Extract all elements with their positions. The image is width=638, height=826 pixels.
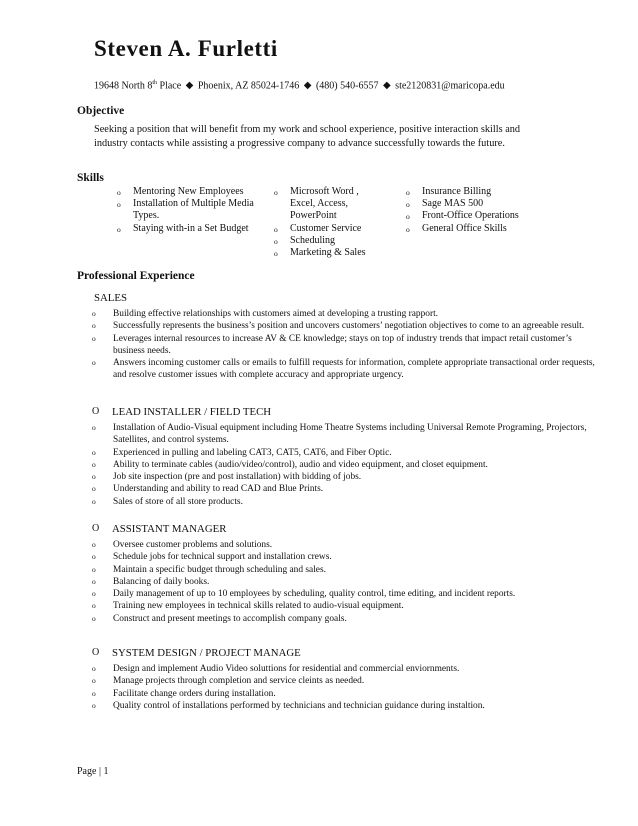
responsibility-item (92, 613, 602, 625)
responsibility-item (92, 688, 602, 700)
bullet-icon: o (274, 224, 278, 234)
phone-number: (480) 540-6557 (315, 80, 379, 92)
page-number: Page | 1 (77, 766, 109, 777)
item-text: Construct and present meetings to accomplish company goals. (113, 613, 347, 624)
diamond-separator-icon: ◆ (382, 80, 391, 92)
item-text: Installation of Audio-Visual equipment including Home Theatre Systems including Universal Remote Programing, Projectors, Satellites, and control systems. (113, 423, 587, 446)
bullet-icon: o (92, 688, 96, 698)
skill-item (274, 186, 386, 223)
job-title-row (92, 405, 602, 419)
item-text: Oversee customer problems and solutions. (113, 540, 273, 550)
job-responsibilities (92, 308, 602, 382)
email-address: ste2120831@maricopa.edu (395, 80, 505, 92)
experience-heading: Professional Experience (77, 270, 195, 282)
item-text: Answers incoming customer calls or emails to fulfill requests for information, complete appropriate transactional order requests, and resolve customer issues with complete accuracy and appropriate urgency. (113, 358, 595, 381)
bullet-icon: o (92, 358, 96, 368)
bullet-icon: o (92, 540, 96, 549)
item-text: Experienced in pulling and labeling CAT3, CAT5, CAT6, and Fiber Optic. (113, 447, 392, 458)
item-text: Microsoft Word , Excel, Access, PowerPoint (290, 186, 359, 222)
responsibility-item (92, 308, 602, 320)
bullet-icon: o (92, 613, 96, 623)
applicant-name: Steven A. Furletti (94, 36, 278, 61)
skill-item (406, 210, 546, 222)
job-title: LEAD INSTALLER / FIELD TECH (112, 406, 272, 418)
bullet-icon: o (92, 447, 96, 457)
item-text: Building effective relationships with customers aimed at developing a trusting rapport. (113, 309, 439, 319)
item-text: Daily management of up to 10 employees by scheduling, quality control, time editing, and incident reports. (113, 589, 516, 600)
item-text: Staying with-in a Set Budget (133, 222, 249, 234)
job-responsibilities (92, 422, 602, 508)
skill-item (117, 198, 257, 222)
item-text: Sales of store of all store products. (113, 496, 243, 507)
bullet-icon: o (92, 552, 96, 562)
item-text: Quality control of installations performed by technicians and technician guidance during instaltion. (113, 700, 485, 711)
job-title-row (92, 646, 602, 660)
bullet-icon: o (274, 188, 278, 197)
bullet-icon: o (92, 564, 96, 574)
bullet-icon: o (92, 576, 96, 586)
responsibility-item (92, 483, 602, 495)
skill-item (274, 247, 386, 259)
item-text: Design and implement Audio Video soluttions for residential and commercial enviornments. (113, 664, 460, 674)
responsibility-item (92, 600, 602, 612)
bullet-icon: o (92, 309, 96, 318)
skills-column-1 (117, 186, 257, 235)
bullet-icon: o (92, 472, 96, 482)
city-state-zip: Phoenix, AZ 85024-1746 (197, 80, 300, 92)
bullet-icon: o (406, 200, 410, 210)
item-text: Mentoring New Employees (133, 186, 244, 197)
job-responsibilities (92, 663, 602, 712)
job-lead-installer (92, 405, 602, 508)
address-street: Place (157, 80, 182, 92)
responsibility-item (92, 551, 602, 563)
bullet-icon: o (92, 496, 96, 506)
bullet-icon: o (117, 200, 121, 210)
job-title: ASSISTANT MANAGER (112, 523, 227, 535)
title-bullet-icon: O (92, 406, 100, 417)
responsibility-item (92, 663, 602, 675)
bullet-icon: o (274, 236, 278, 246)
objective-text: Seeking a position that will benefit from my work and school experience, positive interaction skills and industry contacts while assisting a progressive company to advance successfully towards the future. (94, 124, 521, 149)
skills-heading: Skills (77, 172, 104, 184)
responsibility-item (92, 675, 602, 687)
bullet-icon: o (92, 423, 96, 432)
responsibility-item (92, 422, 602, 447)
bullet-icon: o (406, 224, 410, 234)
bullet-icon: o (117, 188, 121, 197)
responsibility-item (92, 447, 602, 459)
skill-item (274, 235, 386, 247)
bullet-icon: o (117, 224, 121, 234)
diamond-separator-icon: ◆ (303, 80, 312, 92)
skills-column-2 (274, 186, 386, 259)
responsibility-item (92, 588, 602, 600)
item-text: Installation of Multiple Media Types. (133, 198, 254, 222)
bullet-icon: o (274, 249, 278, 259)
bullet-icon: o (92, 589, 96, 599)
item-text: Manage projects through completion and service cleints as needed. (113, 676, 365, 687)
title-bullet-icon: O (92, 523, 100, 534)
item-text: Successfully represents the business’s position and uncovers customers’ negotiation objectives to come to an agreeable result. (113, 321, 585, 332)
item-text: Schedule jobs for technical support and installation crews. (113, 552, 332, 563)
item-text: General Office Skills (422, 222, 507, 234)
responsibility-item (92, 357, 602, 382)
bullet-icon: o (92, 601, 96, 611)
responsibility-item (92, 564, 602, 576)
diamond-separator-icon: ◆ (185, 80, 194, 92)
item-text: Facilitate change orders during installation. (113, 688, 276, 699)
item-text: Leverages internal resources to increase AV & CE knowledge; stays on top of industry trends that impact retail customer’s business needs. (113, 333, 572, 356)
skill-item (406, 186, 546, 198)
skill-item (117, 186, 257, 198)
skill-item (274, 223, 386, 235)
item-text: Understanding and ability to read CAD and Blue Prints. (113, 484, 324, 495)
bullet-icon: o (92, 484, 96, 494)
responsibility-item (92, 576, 602, 588)
bullet-icon: o (92, 700, 96, 710)
item-text: Job site inspection (pre and post installation) with bidding of jobs. (113, 472, 362, 483)
contact-line (94, 80, 505, 91)
bullet-icon: o (92, 333, 96, 343)
item-text: Balancing of daily books. (113, 576, 210, 587)
responsibility-item (92, 700, 602, 712)
responsibility-item (92, 471, 602, 483)
responsibility-item (92, 459, 602, 471)
item-text: Ability to terminate cables (audio/video/control), audio and video equipment, and closet equipment. (113, 459, 488, 470)
address-number: 19648 North 8 (94, 80, 153, 92)
job-sales (92, 291, 602, 382)
bullet-icon: o (92, 664, 96, 673)
job-responsibilities (92, 539, 602, 625)
skill-item (406, 198, 546, 210)
responsibility-item (92, 333, 602, 358)
item-text: Insurance Billing (422, 186, 492, 197)
bullet-icon: o (92, 321, 96, 331)
job-assistant-manager (92, 522, 602, 625)
skill-item (117, 223, 257, 235)
skills-column-3 (406, 186, 546, 235)
bullet-icon: o (92, 459, 96, 469)
responsibility-item (92, 320, 602, 332)
item-text: Marketing & Sales (290, 247, 366, 259)
item-text: Sage MAS 500 (422, 198, 484, 210)
item-text: Training new employees in technical skills related to audio-visual equipment. (113, 601, 404, 612)
objective-heading: Objective (77, 105, 125, 117)
bullet-icon: o (406, 212, 410, 222)
bullet-icon: o (406, 188, 410, 197)
job-title-row (92, 522, 602, 536)
title-bullet-icon: O (92, 647, 100, 658)
item-text: Maintain a specific budget through scheduling and sales. (113, 564, 326, 575)
job-system-design (92, 646, 602, 712)
responsibility-item (92, 496, 602, 508)
responsibility-item (92, 539, 602, 551)
address-ordinal: th (152, 80, 158, 86)
item-text: Customer Service (290, 222, 362, 234)
bullet-icon: o (92, 676, 96, 686)
job-title: SYSTEM DESIGN / PROJECT MANAGE (112, 647, 301, 659)
item-text: Scheduling (290, 234, 335, 246)
skill-item (406, 223, 546, 235)
item-text: Front-Office Operations (422, 210, 519, 222)
job-title: SALES (94, 292, 127, 304)
